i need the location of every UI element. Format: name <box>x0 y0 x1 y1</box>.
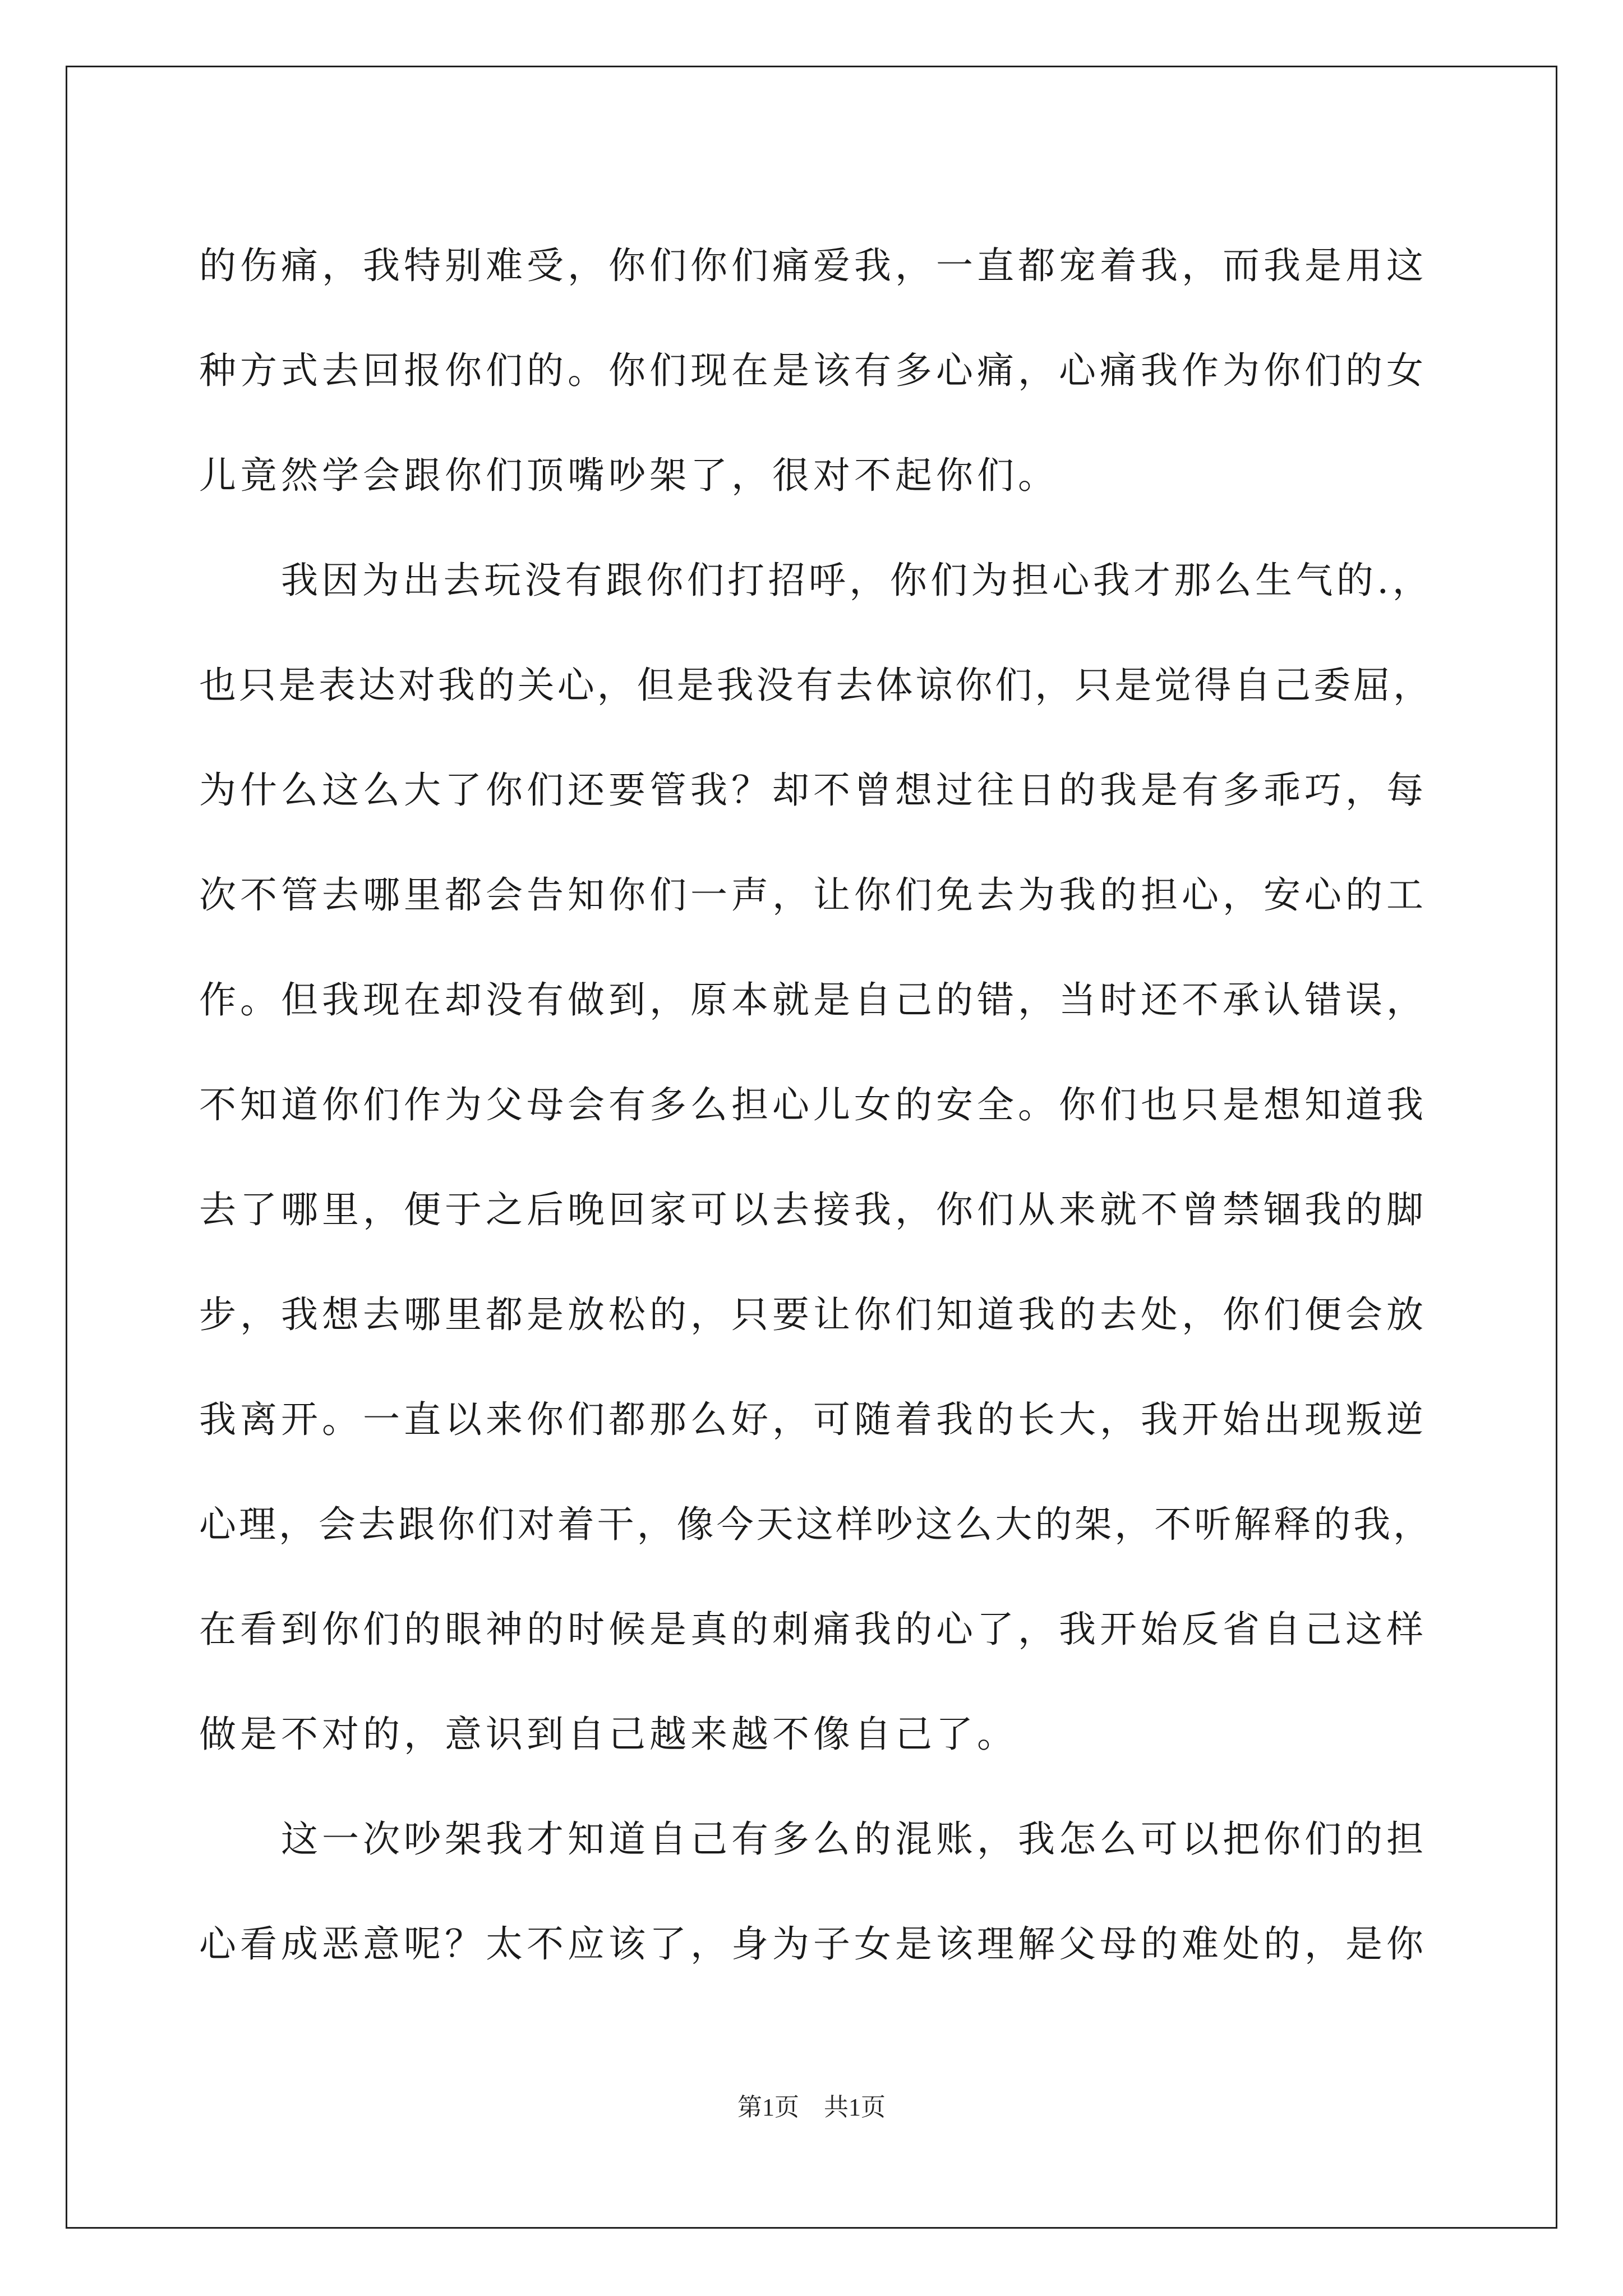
paragraph-start-line: 这一次吵架我才知道自己有多么的混账，我怎么可以把你们的担 <box>281 1818 1427 1861</box>
text-line: 次不管去哪里都会告知你们一声，让你们免去为我的担心，安心的工 <box>199 873 1427 917</box>
text-line: 我离开。一直以来你们都那么好，可随着我的长大，我开始出现叛逆 <box>199 1398 1427 1441</box>
paragraph-start-line: 我因为出去玩没有跟你们打招呼，你们为担心我才那么生气的.， <box>281 559 1433 602</box>
text-line: 在看到你们的眼神的时候是真的刺痛我的心了，我开始反省自己这样 <box>199 1608 1427 1651</box>
text-line: 也只是表达对我的关心，但是我没有去体谅你们，只是觉得自己委屈， <box>199 664 1433 707</box>
text-line: 心理，会去跟你们对着干，像今天这样吵这么大的架，不听解释的我， <box>199 1503 1433 1546</box>
text-line: 心看成恶意呢？太不应该了，身为子女是该理解父母的难处的，是你 <box>199 1922 1427 1966</box>
text-line: 作。但我现在却没有做到，原本就是自己的错，当时还不承认错误， <box>199 978 1427 1022</box>
text-line: 的伤痛，我特别难受，你们你们痛爱我，一直都宠着我，而我是用这 <box>199 244 1427 287</box>
text-line: 种方式去回报你们的。你们现在是该有多心痛，心痛我作为你们的女 <box>199 349 1427 392</box>
text-line: 去了哪里，便于之后晚回家可以去接我，你们从来就不曾禁锢我的脚 <box>199 1188 1427 1231</box>
text-line: 为什么这么大了你们还要管我？却不曾想过往日的我是有多乖巧，每 <box>199 769 1427 812</box>
document-body <box>199 213 1433 1996</box>
text-line: 不知道你们作为父母会有多么担心儿女的安全。你们也只是想知道我 <box>199 1083 1427 1126</box>
text-line: 做是不对的，意识到自己越来越不像自己了。 <box>199 1713 1018 1756</box>
text-line: 儿竟然学会跟你们顶嘴吵架了，很对不起你们。 <box>199 454 1059 497</box>
page-number: 第1页 共1页 <box>737 2093 886 2121</box>
text-line: 步，我想去哪里都是放松的，只要让你们知道我的去处，你们便会放 <box>199 1293 1427 1336</box>
